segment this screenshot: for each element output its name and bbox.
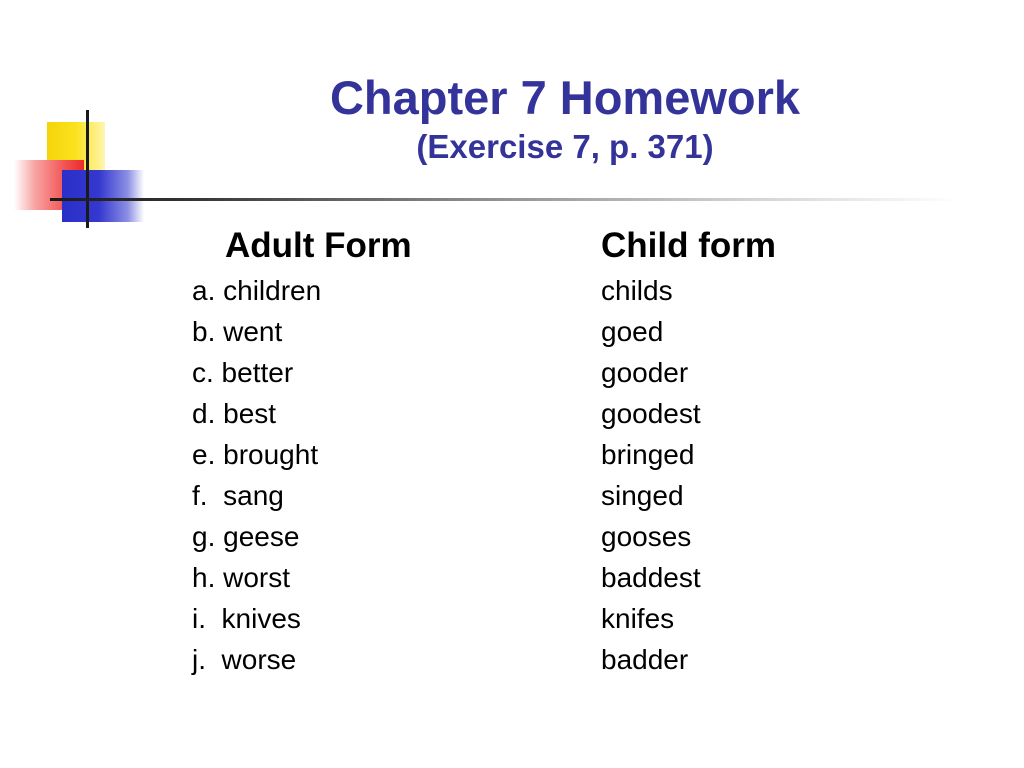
adult-form-item: j. worse [192, 644, 297, 675]
child-form-item: goodest [601, 398, 701, 429]
adult-form-header: Adult Form [225, 226, 412, 265]
adult-form-item: i. knives [192, 603, 301, 634]
child-form-column [601, 226, 961, 680]
child-form-item: gooder [601, 357, 689, 388]
child-form-item: bringed [601, 439, 695, 470]
adult-form-item: b. went [192, 316, 283, 347]
adult-form-column [192, 226, 552, 680]
slide-subtitle: (Exercise 7, p. 371) [416, 128, 714, 165]
child-form-item: badder [601, 644, 689, 675]
child-form-item: goed [601, 316, 664, 347]
adult-form-item: f. sang [192, 480, 284, 511]
decor-horizontal-rule [50, 198, 960, 201]
adult-form-item: c. better [192, 357, 294, 388]
adult-form-item: e. brought [192, 439, 319, 470]
title-block [180, 70, 950, 168]
adult-form-item: g. geese [192, 521, 300, 552]
adult-form-item: h. worst [192, 562, 291, 593]
child-form-item: baddest [601, 562, 701, 593]
decor-vertical-line [86, 110, 89, 228]
adult-form-item: a. children [192, 275, 322, 306]
decor-blue-square [62, 170, 144, 222]
child-form-item: knifes [601, 603, 675, 634]
child-form-header: Child form [601, 226, 776, 265]
child-form-item: childs [601, 275, 673, 306]
child-form-item: gooses [601, 521, 692, 552]
slide-title: Chapter 7 Homework [329, 71, 801, 124]
child-form-item: singed [601, 480, 684, 511]
adult-form-item: d. best [192, 398, 277, 429]
